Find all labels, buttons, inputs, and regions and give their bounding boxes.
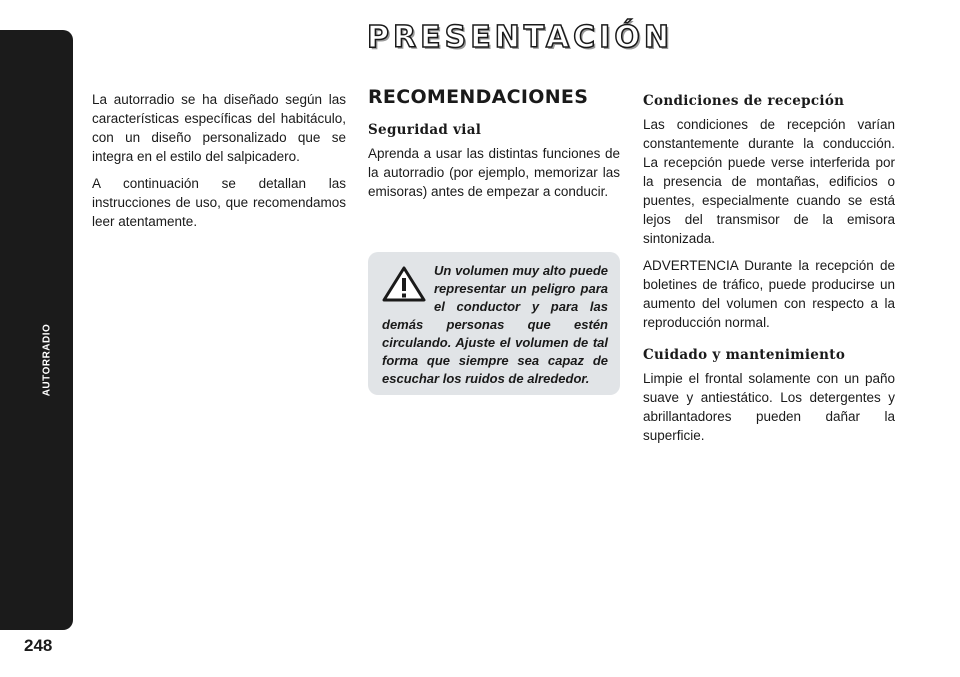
warning-text: Un volumen muy alto puede representar un peligro para el conductor y para las demás personas que estén circulando. Ajuste el volumen de tal forma que siempre sea capaz de escuchar los ruidos de alrededor. xyxy=(382,263,608,386)
intro-column xyxy=(92,90,346,239)
recommendations-column xyxy=(368,88,620,209)
reception-paragraph-2: ADVERTENCIA Durante la recepción de boletines de tráfico, puede producirse un aumento del volumen con respecto a la reproducción normal. xyxy=(643,258,895,330)
warning-box xyxy=(368,252,620,395)
page-title: PRESENTACIÓN xyxy=(367,20,673,55)
warning-triangle-icon xyxy=(382,266,426,302)
intro-paragraph-1: La autorradio se ha diseñado según las características específicas del habitáculo, con un diseño personalizado que se integra en el estilo del salpicadero. xyxy=(92,92,346,164)
road-safety-paragraph: Aprenda a usar las distintas funciones de la autorradio (por ejemplo, memorizar las emisoras) antes de empezar a conducir. xyxy=(368,146,620,199)
page-number: 248 xyxy=(24,636,53,655)
road-safety-heading: Seguridad vial xyxy=(368,122,482,138)
sidebar-section-label: AUTORRADIO xyxy=(41,323,53,397)
intro-paragraph-2: A continuación se detallan las instrucciones de uso, que recomendamos leer atentamente. xyxy=(92,176,346,229)
reception-heading: Condiciones de recepción xyxy=(643,93,845,109)
reception-column xyxy=(643,92,895,453)
sidebar-tab xyxy=(0,30,73,630)
recommendations-heading: RECOMENDACIONES xyxy=(368,86,589,108)
reception-paragraph-1: Las condiciones de recepción varían constantemente durante la conducción. La recepción puede verse interferida por la presencia de montañas, edificios o puentes, especialmente cuando se está lejos del transmisor de la emisora sintonizada. xyxy=(643,117,895,246)
care-heading: Cuidado y mantenimiento xyxy=(643,347,846,363)
care-paragraph: Limpie el frontal solamente con un paño suave y antiestático. Los detergentes y abrillantadores pueden dañar la superficie. xyxy=(643,371,895,443)
